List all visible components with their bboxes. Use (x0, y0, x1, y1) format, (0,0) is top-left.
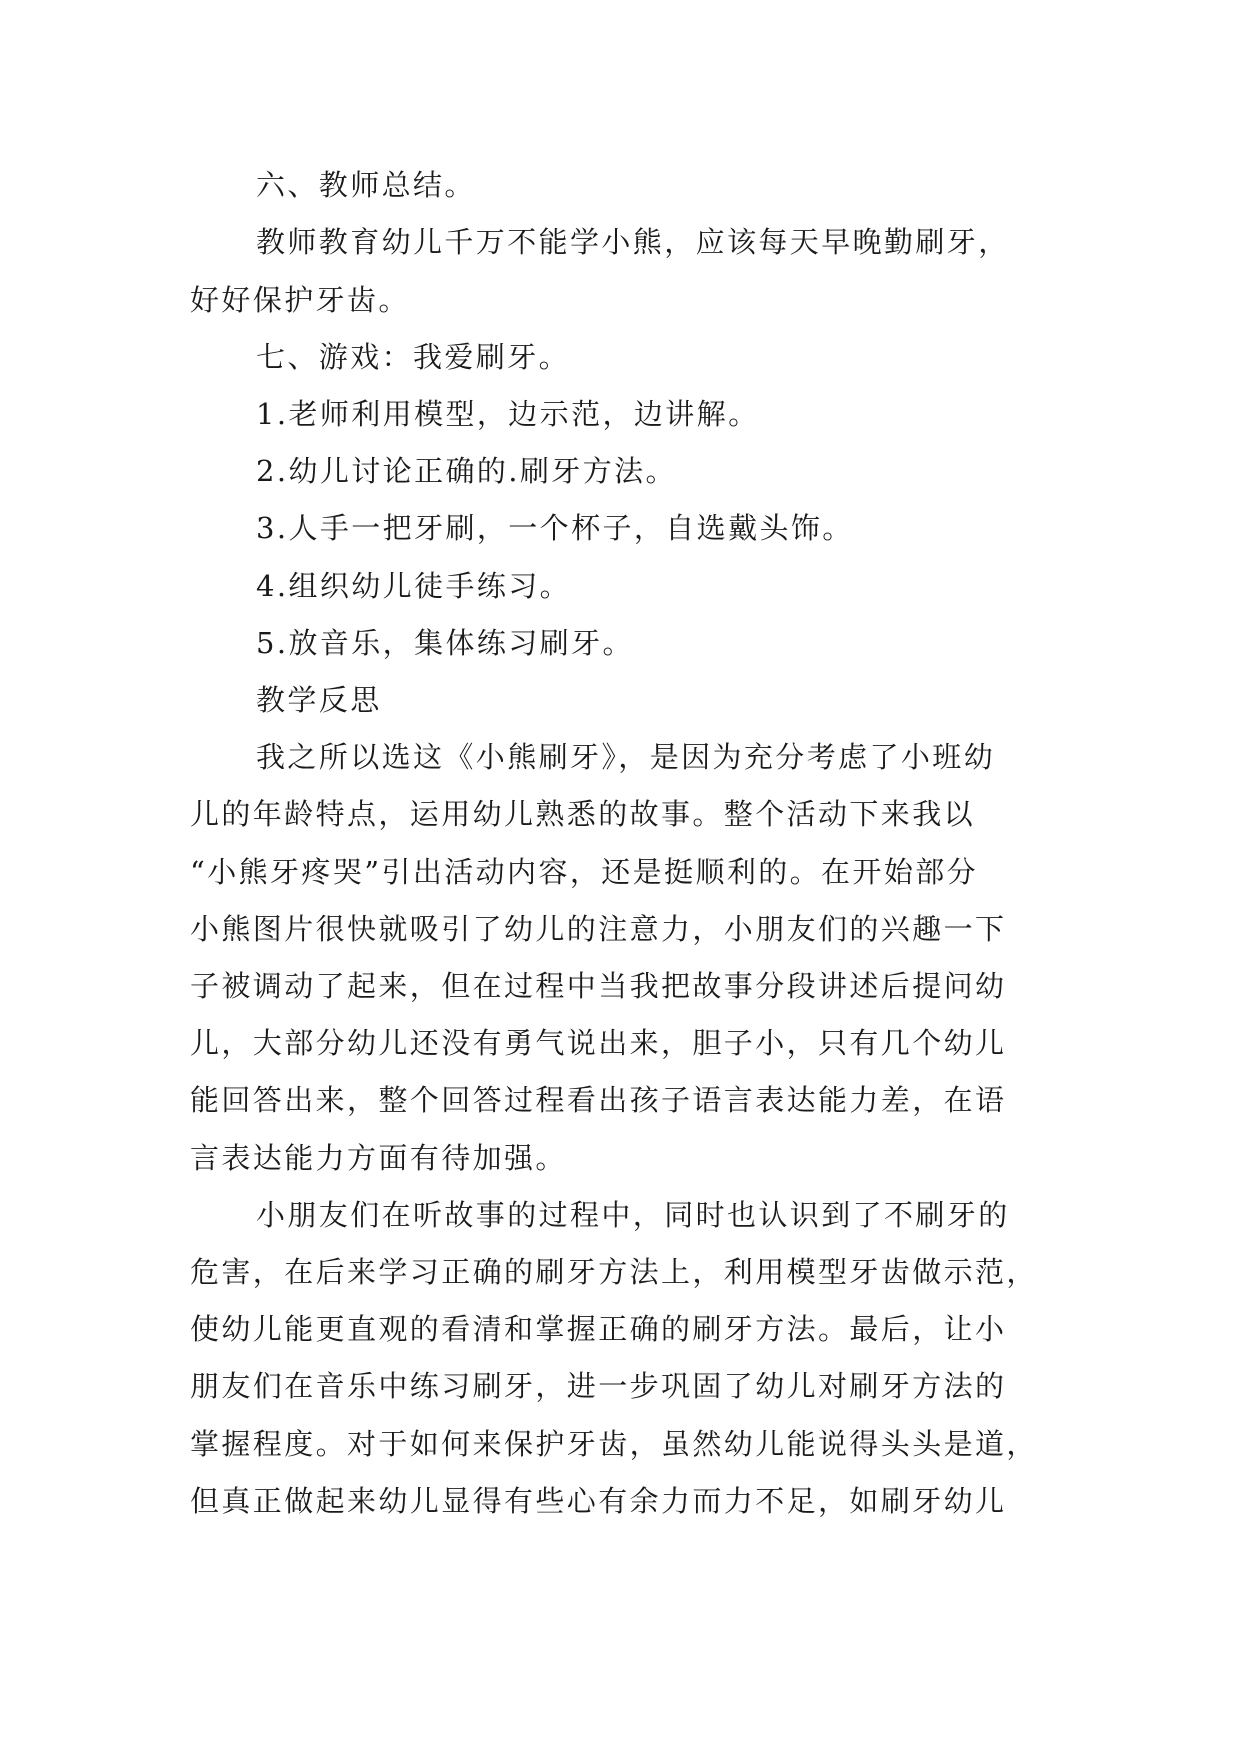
list-item: 5.放音乐，集体练习刷牙。 (256, 626, 634, 660)
section-heading-game: 七、游戏：我爱刷牙。 (256, 340, 571, 374)
paragraph-line: 能回答出来，整个回答过程看出孩子语言表达能力差，在语 (190, 1083, 1007, 1117)
paragraph-line: 小熊图片很快就吸引了幼儿的注意力，小朋友们的兴趣一下 (190, 912, 1007, 946)
paragraph-line: 使幼儿能更直观的看清和掌握正确的刷牙方法。最后，让小 (190, 1312, 1007, 1346)
paragraph-line: 掌握程度。对于如何来保护牙齿，虽然幼儿能说得头头是道， (190, 1427, 1038, 1461)
paragraph-line: 儿的年龄特点，运用幼儿熟悉的故事。整个活动下来我以 (190, 797, 976, 831)
paragraph-line: “小熊牙疼哭”引出活动内容，还是挺顺利的。在开始部分 (190, 855, 979, 889)
section-heading-teacher-summary: 六、教师总结。 (256, 168, 476, 202)
paragraph-line: 但真正做起来幼儿显得有些心有余力而力不足，如刷牙幼儿 (190, 1484, 1007, 1518)
paragraph-line: 言表达能力方面有待加强。 (190, 1141, 567, 1175)
paragraph-line: 朋友们在音乐中练习刷牙，进一步巩固了幼儿对刷牙方法的 (190, 1369, 1007, 1403)
list-item: 2.幼儿讨论正确的.刷牙方法。 (256, 454, 677, 488)
list-item: 4.组织幼儿徒手练习。 (256, 569, 572, 603)
paragraph-line: 好好保护牙齿。 (190, 283, 410, 317)
paragraph-line: 小朋友们在听故事的过程中，同时也认识到了不刷牙的 (256, 1198, 1010, 1232)
paragraph-line: 子被调动了起来，但在过程中当我把故事分段讲述后提问幼 (190, 969, 1007, 1003)
list-item: 3.人手一把牙刷，一个杯子，自选戴头饰。 (256, 511, 854, 545)
paragraph-line: 危害，在后来学习正确的刷牙方法上，利用模型牙齿做示范， (190, 1255, 1038, 1289)
section-heading-reflection: 教学反思 (256, 683, 382, 717)
paragraph-line: 教师教育幼儿千万不能学小熊，应该每天早晚勤刷牙， (256, 225, 1010, 259)
list-item: 1.老师利用模型，边示范，边讲解。 (256, 397, 760, 431)
paragraph-line: 儿，大部分幼儿还没有勇气说出来，胆子小，只有几个幼儿 (190, 1026, 1007, 1060)
paragraph-line: 我之所以选这《小熊刷牙》，是因为充分考虑了小班幼 (256, 740, 996, 774)
